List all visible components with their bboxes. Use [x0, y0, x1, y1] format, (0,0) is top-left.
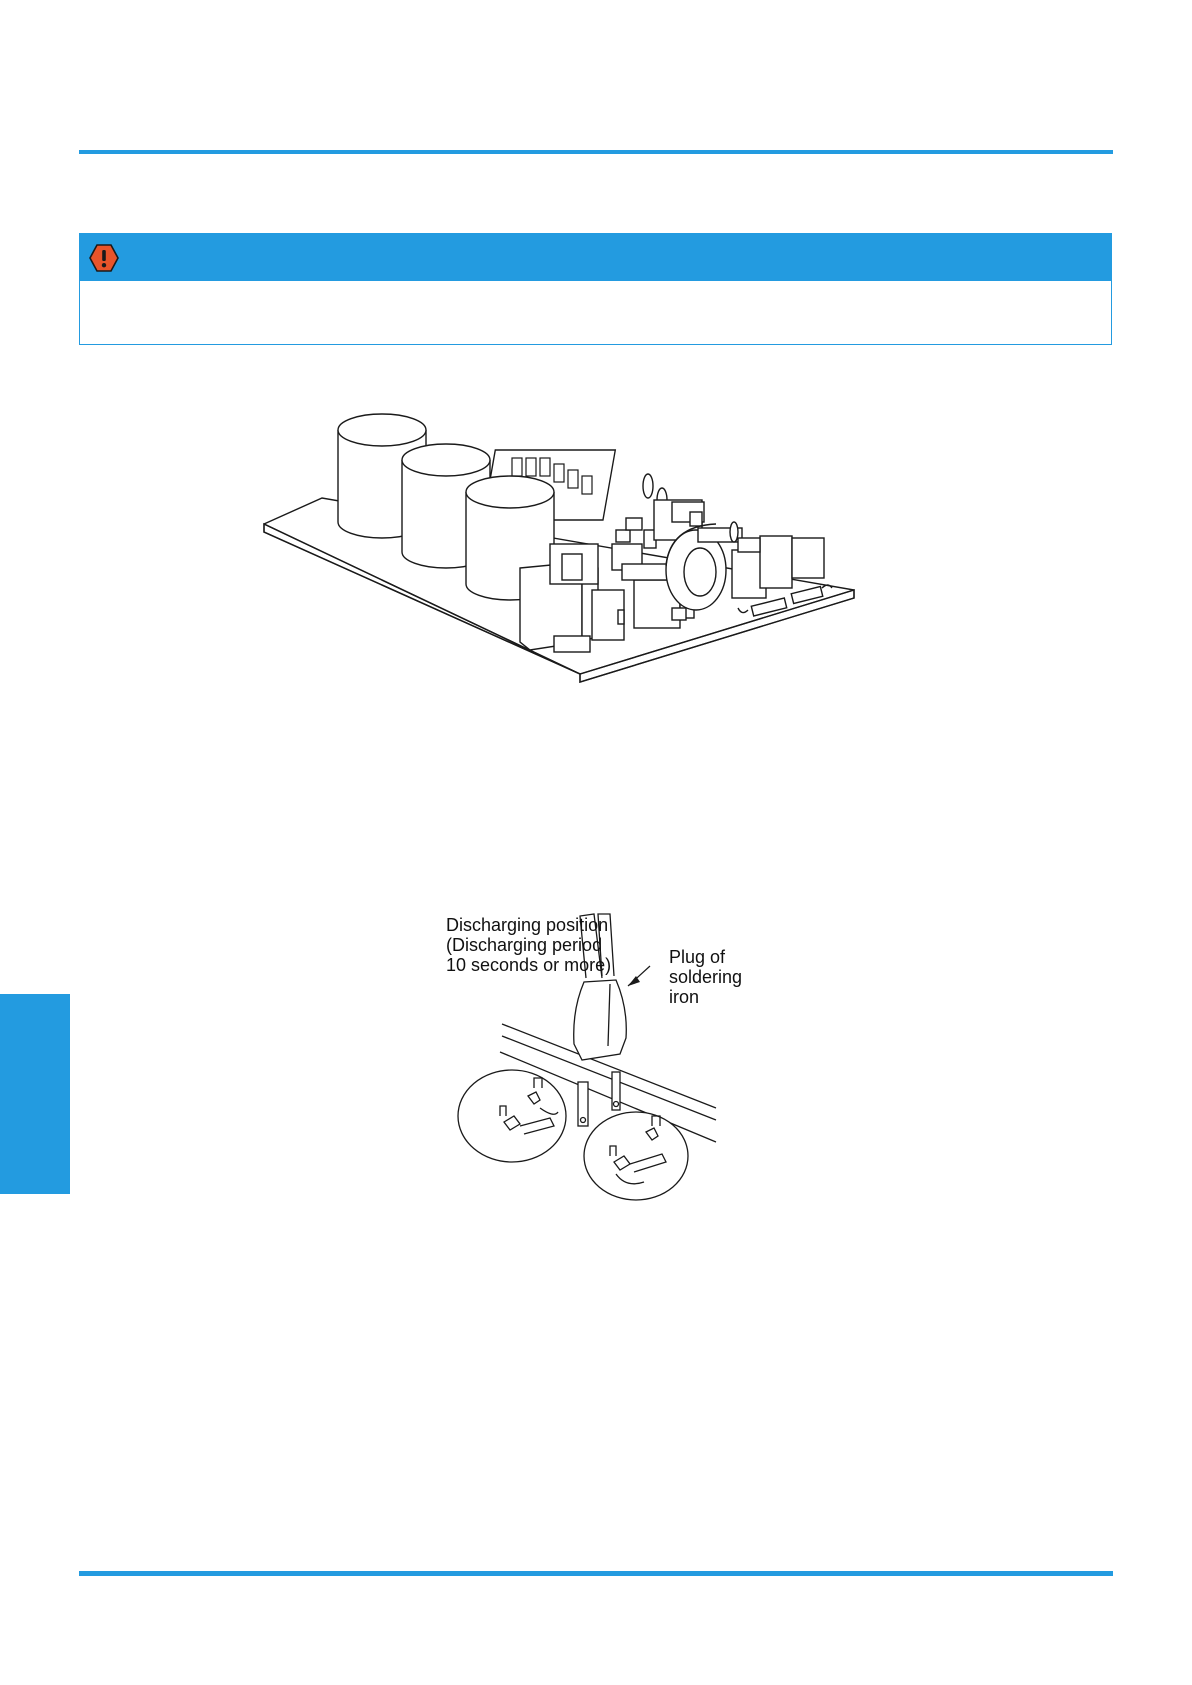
footer-rule [79, 1571, 1113, 1576]
pcb-board-illustration [262, 412, 858, 686]
header-rule [79, 150, 1113, 154]
section-side-tab [0, 994, 70, 1194]
warning-box [79, 233, 1112, 345]
warning-header [80, 234, 1111, 281]
warning-icon [89, 244, 119, 272]
discharging-position-label: Discharging position (Discharging period 10 seconds or more) [446, 915, 612, 975]
plug-of-soldering-iron-label: Plug of soldering iron [669, 947, 743, 1007]
